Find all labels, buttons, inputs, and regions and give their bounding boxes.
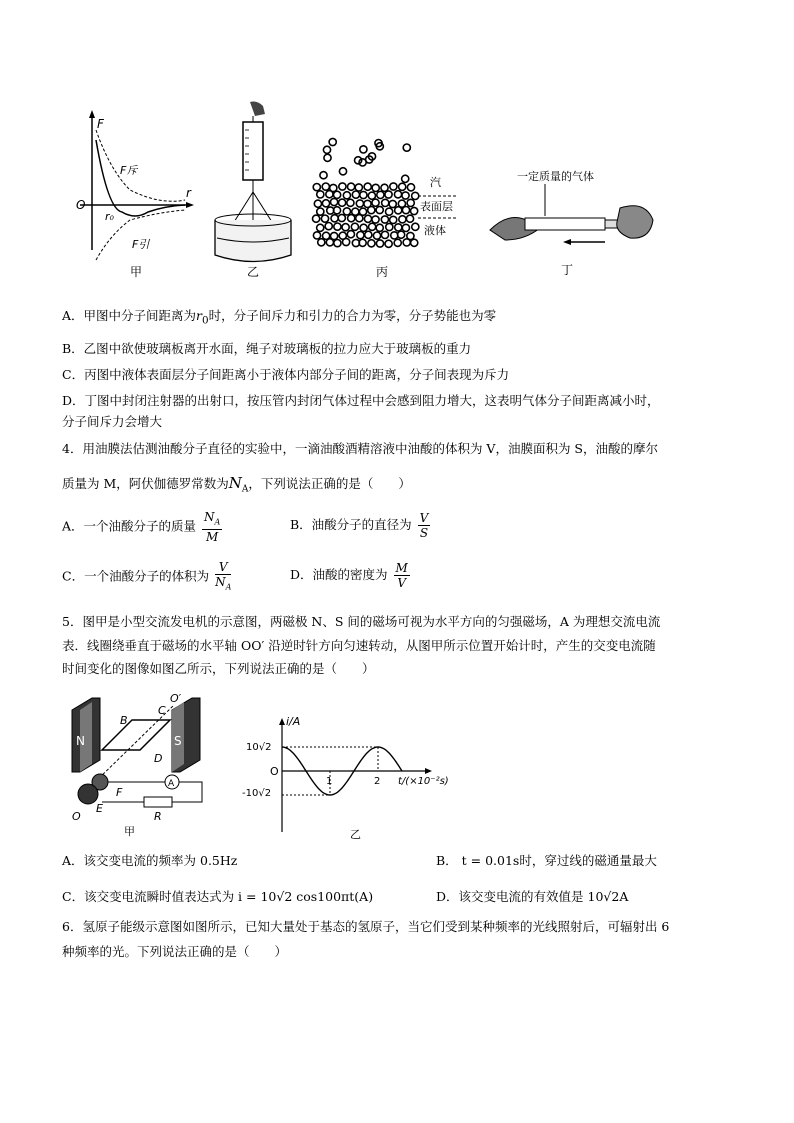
- label-liquid: 液体: [424, 224, 446, 237]
- molecule: [323, 146, 330, 153]
- molecule: [339, 183, 346, 190]
- axis-r: r: [186, 186, 191, 200]
- molecule: [385, 191, 392, 198]
- molecule: [403, 239, 410, 246]
- axis-O-prime: O′: [170, 692, 182, 705]
- molecule: [322, 200, 329, 207]
- molecule: [390, 183, 397, 190]
- molecule: [368, 192, 375, 199]
- molecule: [394, 239, 401, 246]
- molecule: [402, 175, 409, 182]
- molecule: [368, 207, 375, 214]
- molecule: [339, 168, 346, 175]
- molecule: [382, 199, 389, 206]
- molecule: [364, 183, 371, 190]
- figure-yi-spring-scale: [205, 100, 305, 280]
- label-yi: 乙: [247, 265, 260, 279]
- q5-option-C: C．该交变电流瞬时值表达式为 i = 10√2 cos100πt(A): [62, 889, 374, 904]
- coil-B: B: [120, 714, 128, 727]
- molecule: [355, 184, 362, 191]
- q5-option-D: D．该交变电流的有效值是 10√2A: [436, 889, 629, 904]
- molecule: [406, 215, 413, 222]
- resistor-R: R: [154, 810, 162, 823]
- molecule: [385, 240, 392, 247]
- graph-xtick-2: 2: [374, 776, 381, 787]
- molecule: [324, 154, 331, 161]
- molecule: [399, 216, 406, 223]
- molecule: [386, 223, 393, 230]
- molecule: [313, 184, 320, 191]
- molecule: [331, 215, 338, 222]
- molecule: [402, 192, 409, 199]
- label-yi-2: 乙: [350, 828, 361, 841]
- label-jia: 甲: [130, 265, 143, 279]
- figure-current-graph: [238, 712, 468, 842]
- molecule: [326, 239, 333, 246]
- fraction-V-over-NA: $\frac{V}{N_A}$: [215, 560, 232, 592]
- brush-E: E: [96, 802, 103, 815]
- q5-option-A: A．该交变电流的频率为 0.5Hz: [62, 853, 238, 868]
- molecule: [343, 208, 350, 215]
- molecule: [390, 216, 397, 223]
- molecule: [351, 223, 358, 230]
- molecule: [317, 208, 324, 215]
- figure-row-1: [60, 100, 660, 285]
- molecule: [348, 215, 355, 222]
- molecule: [321, 215, 328, 222]
- molecule: [320, 172, 327, 179]
- molecule: [402, 224, 409, 231]
- molecule: [317, 224, 324, 231]
- molecule: [325, 223, 332, 230]
- molecule: [381, 184, 388, 191]
- origin-O: O: [76, 198, 86, 212]
- molecule: [360, 224, 367, 231]
- molecule: [343, 238, 350, 245]
- coil-D: D: [154, 752, 163, 765]
- molecule: [338, 214, 345, 221]
- label-jia-2: 甲: [124, 825, 135, 838]
- molecule: [381, 216, 388, 223]
- molecule: [347, 199, 354, 206]
- var-r: r: [196, 308, 203, 323]
- q3-option-C: C．丙图中液体表面层分子间距离小于液体内部分子间的距离，分子间表现为斥力: [62, 367, 510, 382]
- fraction-V-over-S: $\frac{V}{S}$: [419, 511, 429, 540]
- magnet-S: S: [174, 734, 182, 748]
- molecule: [356, 200, 363, 207]
- q4-stem-line1: 4．用油膜法估测油酸分子直径的实验中，一滴油酸酒精溶液中油酸的体积为 V，油膜面积为 S，油酸的摩尔: [62, 441, 658, 456]
- molecule: [395, 207, 402, 214]
- molecule: [356, 215, 363, 222]
- graph-xtick-1: 1: [326, 776, 333, 787]
- molecule: [334, 240, 341, 247]
- figure-jia-molecular-force: [60, 100, 200, 280]
- magnet-N: N: [76, 734, 85, 748]
- q3-option-A: A．甲图中分子间距离为$r_0$时，分子间斥力和引力的合力为零，分子势能也为零: [62, 308, 497, 327]
- molecule: [331, 198, 338, 205]
- axis-O: O: [72, 810, 81, 823]
- axis-F: F: [97, 117, 104, 131]
- coil-C: C: [158, 704, 166, 717]
- molecule: [342, 224, 349, 231]
- molecule: [373, 232, 380, 239]
- molecule: [334, 191, 341, 198]
- fraction-M-over-V: $\frac{M}{V}$: [395, 561, 408, 590]
- q5-stem-line2: 表．线圈绕垂直于磁场的水平轴 OO′ 沿逆时针方向匀速转动，从图甲所示位置开始计时，产生的交变电流随: [62, 638, 656, 653]
- label-vapor: 汽: [430, 176, 441, 189]
- molecule: [369, 223, 376, 230]
- molecule: [372, 184, 379, 191]
- figure-generator: [62, 690, 222, 840]
- graph-ytick-top: 10√2: [246, 742, 272, 753]
- molecule: [334, 223, 341, 230]
- label-ding: 丁: [561, 263, 574, 277]
- molecule: [360, 191, 367, 198]
- figure-ding-syringe: [485, 160, 655, 280]
- q4-option-C: C．一个油酸分子的体积为 $\frac{V}{N_A}$: [62, 560, 233, 594]
- molecule: [360, 146, 367, 153]
- q4-option-D: D．油酸的密度为 $\frac{M}{V}$: [290, 561, 408, 590]
- r0-label: r₀: [105, 210, 114, 223]
- graph-origin: O: [270, 765, 279, 778]
- molecule: [411, 239, 418, 246]
- molecule: [403, 144, 410, 151]
- molecule: [381, 231, 388, 238]
- molecule: [348, 183, 355, 190]
- graph-xlabel: t/(×10⁻²s): [398, 776, 449, 787]
- molecule: [368, 240, 375, 247]
- graph-ytick-bottom: -10√2: [242, 788, 272, 799]
- molecule: [318, 239, 325, 246]
- label-gas: 一定质量的气体: [517, 170, 594, 183]
- q4-stem-line2: 质量为 M，阿伏伽德罗常数为$N_A$，下列说法正确的是（ ）: [62, 474, 411, 495]
- molecule: [386, 208, 393, 215]
- molecule: [326, 191, 333, 198]
- molecule: [377, 191, 384, 198]
- q3-option-D-line1: D．丁图中封闭注射器的出射口，按压管内封闭气体过程中会感到阻力增大，这表明气体分子间距离减小时，: [62, 393, 660, 408]
- q6-stem-line1: 6．氢原子能级示意图如图所示，已知大量处于基态的氢原子，当它们受到某种频率的光线照射后，可辐射出 6: [62, 919, 670, 934]
- molecule: [364, 215, 371, 222]
- molecule: [322, 183, 329, 190]
- q5-stem-line1: 5．图甲是小型交流发电机的示意图，两磁极 N、S 间的磁场可视为水平方向的匀强磁场，A 为理想交流电流: [62, 614, 661, 629]
- molecule: [372, 216, 379, 223]
- graph-ylabel: i/A: [286, 715, 301, 728]
- molecule: [343, 192, 350, 199]
- molecule: [347, 231, 354, 238]
- molecule: [399, 183, 406, 190]
- q5-option-B: B． t = 0.01s时，穿过线的磁通量最大: [436, 853, 657, 868]
- q3-option-D-line2: 分子间斥力会增大: [62, 414, 163, 429]
- molecule: [313, 232, 320, 239]
- figure-bing-liquid-surface: [308, 100, 458, 280]
- q6-stem-line2: 种频率的光。下列说法正确的是（ ）: [62, 944, 288, 959]
- brush-F: F: [116, 786, 123, 799]
- molecule: [365, 231, 372, 238]
- molecule: [376, 206, 383, 213]
- molecule: [317, 191, 324, 198]
- molecule: [389, 200, 396, 207]
- molecule: [352, 191, 359, 198]
- q3-option-B: B．乙图中欲使玻璃板离开水面，绳子对玻璃板的拉力应大于玻璃板的重力: [62, 341, 472, 356]
- molecule: [412, 192, 419, 199]
- label-surface-layer: 表面层: [420, 200, 453, 213]
- molecule: [407, 184, 414, 191]
- molecule: [376, 224, 383, 231]
- molecule: [412, 223, 419, 230]
- q4-option-A: A．一个油酸分子的质量 $\frac{N_A}{M}$: [62, 510, 221, 545]
- molecule: [402, 207, 409, 214]
- label-bing: 丙: [376, 265, 389, 279]
- molecule: [376, 240, 383, 247]
- ammeter-A: A: [168, 779, 175, 789]
- molecule: [357, 232, 364, 239]
- q5-stem-line3: 时间变化的图像如图乙所示，下列说法正确的是（ ）: [62, 661, 375, 676]
- molecule: [339, 199, 346, 206]
- molecule: [314, 200, 321, 207]
- F-attractive-label: F引: [132, 238, 150, 251]
- molecule: [394, 191, 401, 198]
- molecule: [329, 138, 336, 145]
- fraction-NA-over-M: $\frac{N_A}{M}$: [204, 510, 221, 545]
- q4-option-B: B．油酸分子的直径为 $\frac{V}{S}$: [290, 511, 429, 540]
- molecule: [395, 224, 402, 231]
- molecule: [407, 199, 414, 206]
- molecule: [411, 207, 418, 214]
- F-repulsive-label: F斥: [120, 164, 138, 177]
- molecule: [313, 215, 320, 222]
- molecule: [372, 199, 379, 206]
